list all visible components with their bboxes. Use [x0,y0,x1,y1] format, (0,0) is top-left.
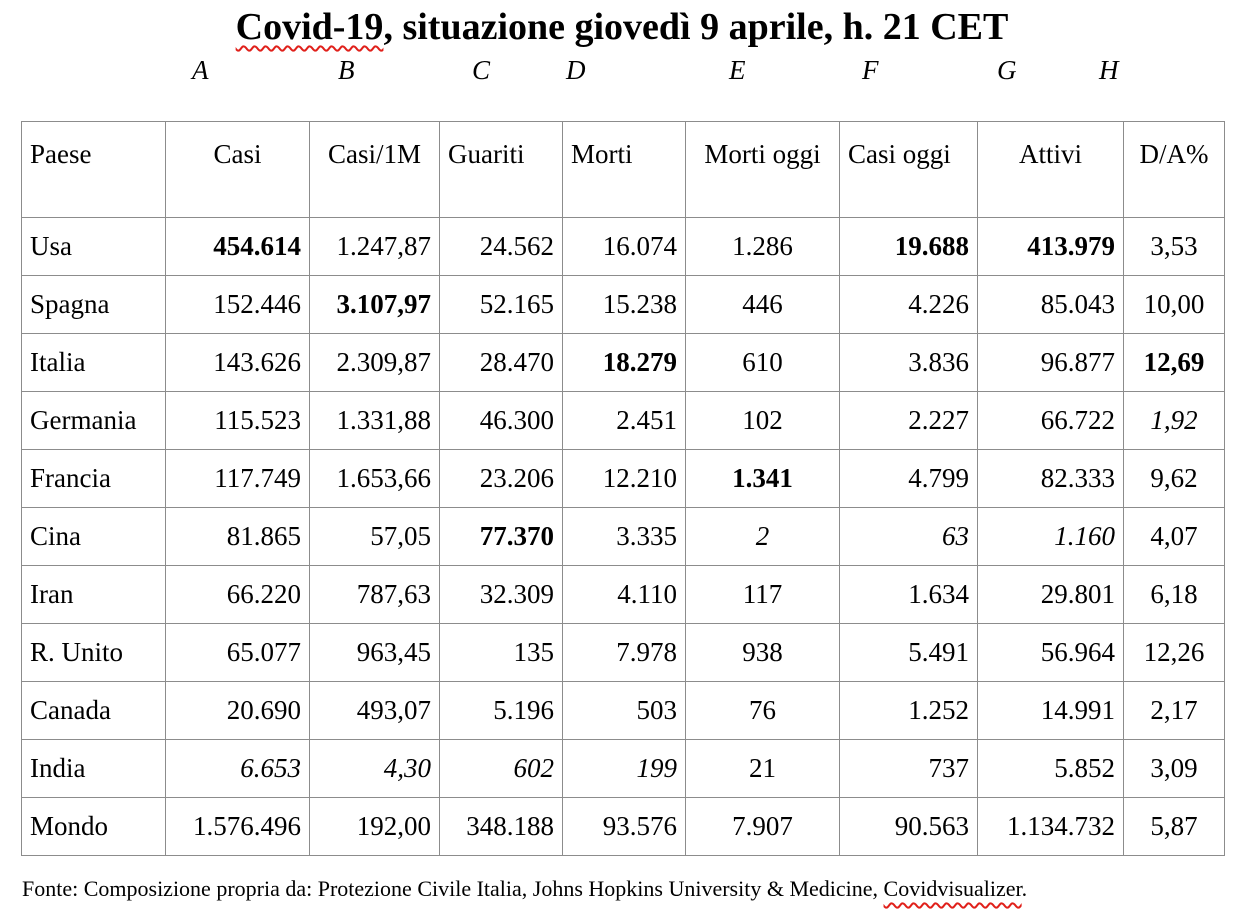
cell-casi: 115.523 [166,392,310,450]
cell-morti: 16.074 [563,218,686,276]
cell-guariti: 602 [440,740,563,798]
cell-morti: 15.238 [563,276,686,334]
cell-attivi: 85.043 [978,276,1124,334]
cell-morti-oggi: 7.907 [686,798,840,856]
cell-morti: 4.110 [563,566,686,624]
cell-attivi: 1.134.732 [978,798,1124,856]
cell-morti: 199 [563,740,686,798]
column-letter: H [1099,55,1119,85]
cell-casi-oggi: 63 [840,508,978,566]
cell-casi-oggi: 737 [840,740,978,798]
cell-casi-per-million: 493,07 [310,682,440,740]
cell-deaths-active-pct: 5,87 [1124,798,1225,856]
cell-guariti: 77.370 [440,508,563,566]
header-deaths-active-pct: D/A% [1124,122,1225,218]
cell-morti: 503 [563,682,686,740]
cell-attivi: 96.877 [978,334,1124,392]
cell-attivi: 56.964 [978,624,1124,682]
table-row [22,682,1225,740]
cell-casi-per-million: 192,00 [310,798,440,856]
cell-morti: 93.576 [563,798,686,856]
cell-casi: 454.614 [166,218,310,276]
column-letter: E [729,55,746,85]
table-body [22,218,1225,856]
cell-deaths-active-pct: 2,17 [1124,682,1225,740]
cell-attivi: 1.160 [978,508,1124,566]
column-letter: B [338,55,355,85]
cell-paese: Mondo [22,798,166,856]
header-casi-oggi: Casi oggi [840,122,978,218]
cell-guariti: 5.196 [440,682,563,740]
cell-casi: 20.690 [166,682,310,740]
cell-attivi: 413.979 [978,218,1124,276]
cell-morti: 12.210 [563,450,686,508]
cell-casi: 81.865 [166,508,310,566]
cell-casi-per-million: 963,45 [310,624,440,682]
column-letter: D [566,55,586,85]
cell-casi: 66.220 [166,566,310,624]
cell-morti-oggi: 446 [686,276,840,334]
cell-casi-oggi: 19.688 [840,218,978,276]
cell-guariti: 52.165 [440,276,563,334]
cell-paese: Germania [22,392,166,450]
cell-casi-per-million: 2.309,87 [310,334,440,392]
cell-paese: Spagna [22,276,166,334]
header-casi-per-million: Casi/1M [310,122,440,218]
cell-guariti: 32.309 [440,566,563,624]
footnote-covidvisualizer: Covidvisualizer [883,876,1022,901]
cell-casi: 117.749 [166,450,310,508]
cell-guariti: 24.562 [440,218,563,276]
title-rest: , situazione giovedì 9 aprile, h. 21 CET [383,6,1009,48]
table-row [22,798,1225,856]
cell-morti: 3.335 [563,508,686,566]
cell-casi-oggi: 5.491 [840,624,978,682]
cell-guariti: 28.470 [440,334,563,392]
header-morti: Morti [563,122,686,218]
cell-casi-oggi: 3.836 [840,334,978,392]
cell-casi-oggi: 4.226 [840,276,978,334]
cell-casi-oggi: 1.252 [840,682,978,740]
table-row [22,276,1225,334]
cell-deaths-active-pct: 1,92 [1124,392,1225,450]
cell-deaths-active-pct: 10,00 [1124,276,1225,334]
cell-casi: 152.446 [166,276,310,334]
cell-casi-per-million: 787,63 [310,566,440,624]
cell-deaths-active-pct: 6,18 [1124,566,1225,624]
document-title [0,2,1244,52]
cell-casi: 143.626 [166,334,310,392]
header-casi: Casi [166,122,310,218]
cell-deaths-active-pct: 9,62 [1124,450,1225,508]
table-header-row [22,122,1225,218]
source-footnote [22,874,1027,904]
cell-attivi: 66.722 [978,392,1124,450]
cell-morti-oggi: 1.286 [686,218,840,276]
cell-morti-oggi: 938 [686,624,840,682]
column-letter: F [862,55,879,85]
cell-casi-per-million: 57,05 [310,508,440,566]
cell-attivi: 5.852 [978,740,1124,798]
cell-guariti: 348.188 [440,798,563,856]
cell-morti-oggi: 610 [686,334,840,392]
table-row [22,624,1225,682]
column-letter: C [472,55,491,85]
cell-morti-oggi: 21 [686,740,840,798]
header-morti-oggi: Morti oggi [686,122,840,218]
footnote-period: . [1021,876,1028,901]
cell-paese: Francia [22,450,166,508]
cell-casi: 65.077 [166,624,310,682]
table-row [22,392,1225,450]
cell-paese: India [22,740,166,798]
cell-casi-per-million: 1.247,87 [310,218,440,276]
header-paese: Paese [22,122,166,218]
cell-casi-per-million: 4,30 [310,740,440,798]
cell-deaths-active-pct: 3,09 [1124,740,1225,798]
cell-guariti: 46.300 [440,392,563,450]
cell-paese: Italia [22,334,166,392]
cell-deaths-active-pct: 3,53 [1124,218,1225,276]
table-row [22,566,1225,624]
cell-paese: Cina [22,508,166,566]
cell-casi-per-million: 3.107,97 [310,276,440,334]
cell-casi-per-million: 1.331,88 [310,392,440,450]
cell-paese: Canada [22,682,166,740]
cell-paese: Usa [22,218,166,276]
covid-data-table [21,121,1225,856]
cell-guariti: 135 [440,624,563,682]
cell-morti-oggi: 2 [686,508,840,566]
header-guariti: Guariti [440,122,563,218]
cell-morti-oggi: 117 [686,566,840,624]
cell-attivi: 82.333 [978,450,1124,508]
cell-casi-oggi: 2.227 [840,392,978,450]
cell-deaths-active-pct: 12,26 [1124,624,1225,682]
cell-casi-oggi: 1.634 [840,566,978,624]
cell-casi-per-million: 1.653,66 [310,450,440,508]
cell-paese: R. Unito [22,624,166,682]
title-covid-word: Covid-19 [235,6,384,48]
cell-attivi: 14.991 [978,682,1124,740]
table-row [22,508,1225,566]
cell-deaths-active-pct: 4,07 [1124,508,1225,566]
cell-guariti: 23.206 [440,450,563,508]
cell-deaths-active-pct: 12,69 [1124,334,1225,392]
cell-casi: 6.653 [166,740,310,798]
cell-morti-oggi: 76 [686,682,840,740]
cell-casi-oggi: 90.563 [840,798,978,856]
column-letter: G [997,55,1017,85]
cell-morti-oggi: 1.341 [686,450,840,508]
cell-attivi: 29.801 [978,566,1124,624]
cell-morti: 2.451 [563,392,686,450]
footnote-text: Fonte: Composizione propria da: Protezione Civile Italia, Johns Hopkins University & Medicine, [22,876,884,901]
cell-casi-oggi: 4.799 [840,450,978,508]
column-letters [0,52,1244,92]
cell-morti: 18.279 [563,334,686,392]
table-row [22,334,1225,392]
column-letter: A [192,55,209,85]
table-row [22,218,1225,276]
cell-casi: 1.576.496 [166,798,310,856]
header-attivi: Attivi [978,122,1124,218]
cell-morti: 7.978 [563,624,686,682]
cell-paese: Iran [22,566,166,624]
cell-morti-oggi: 102 [686,392,840,450]
table-row [22,450,1225,508]
table-row [22,740,1225,798]
